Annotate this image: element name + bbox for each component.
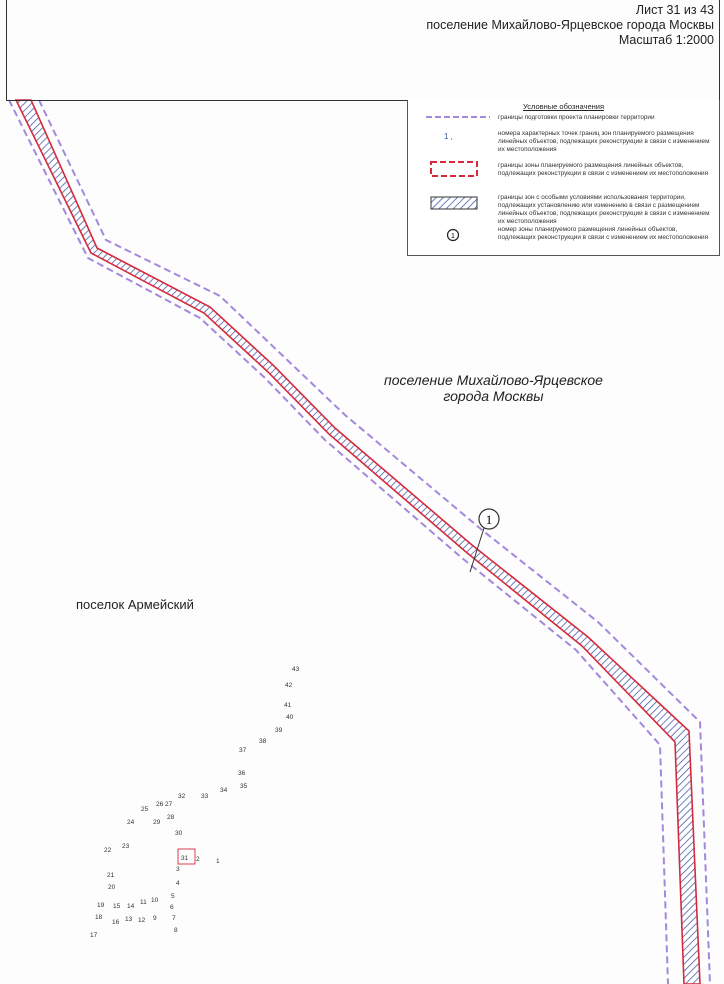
settlement-title: поселение Михайлово-Ярцевское города Москвы <box>426 18 714 32</box>
point-number-label: 43 <box>292 666 300 673</box>
point-number-label: 30 <box>175 830 183 837</box>
point-number-label: 37 <box>239 747 247 754</box>
point-number-label: 41 <box>284 702 292 709</box>
zone-number-label: 1 <box>485 512 493 527</box>
point-number-label: 6 <box>170 904 174 911</box>
point-number-label: 27 <box>165 801 173 808</box>
point-number-label: 42 <box>285 682 293 689</box>
svg-text:1: 1 <box>451 233 455 240</box>
point-number-label: 26 <box>156 801 164 808</box>
scale-label: Масштаб 1:2000 <box>618 33 714 47</box>
legend-item-text: границы зоны планируемого размещения линейных объектов, подлежащих реконструкции в связи с изменением их местоположения <box>498 162 709 177</box>
point-number-label: 29 <box>153 819 161 826</box>
legend-item-text: номер зоны планируемого размещения линейных объектов, подлежащих реконструкции в связи с изменением их местоположения <box>498 226 709 241</box>
point-number-label: 19 <box>97 902 105 909</box>
point-number-label: 9 <box>153 915 157 922</box>
point-number-label: 13 <box>125 916 133 923</box>
point-number-label: 1 <box>216 858 220 865</box>
point-number-label: 12 <box>138 917 146 924</box>
point-number-label: 10 <box>151 897 159 904</box>
point-number-label: 34 <box>220 787 228 794</box>
point-number-label: 20 <box>108 884 116 891</box>
point-number-label: 3 <box>176 866 180 873</box>
red-dashed-rectangle-icon <box>430 161 478 177</box>
point-number-label: 23 <box>122 843 130 850</box>
legend-item-text: номера характерных точек границ зон планируемого размещения линейных объектов, подлежащих реконструкции в связи с изменением их местоположения <box>498 130 710 153</box>
point-number-label: 17 <box>90 932 98 939</box>
point-number-label: 22 <box>104 847 112 854</box>
sheet-header <box>6 0 720 101</box>
point-number-marker-icon: 1 , <box>444 132 453 141</box>
point-number-label: 15 <box>113 903 121 910</box>
legend-title: Условные обозначения <box>522 102 605 111</box>
legend-item-text: границы зон с особыми условиями использования территории, подлежащих установлению или изменению в связи с размещением линейных объектов, подлежащих реконструкции в связи с изменением их местоположения <box>498 194 710 225</box>
point-number-label: 4 <box>176 880 180 887</box>
point-number-label: 40 <box>286 714 294 721</box>
settlement-map-label-line2: города Москвы <box>443 388 544 404</box>
point-number-label: 36 <box>238 770 246 777</box>
point-number-label: 24 <box>127 819 135 826</box>
point-number-label: 32 <box>178 793 186 800</box>
point-number-label: 11 <box>140 899 147 906</box>
point-number-label: 7 <box>172 915 176 922</box>
legend <box>407 100 720 256</box>
sheet-number: Лист 31 из 43 <box>635 3 714 17</box>
hatched-rectangle-icon <box>430 196 478 210</box>
point-number-label: 33 <box>201 793 209 800</box>
point-number-label: 21 <box>107 872 115 879</box>
circled-number-icon <box>446 228 460 242</box>
point-number-label: 18 <box>95 914 103 921</box>
point-number-label: 5 <box>171 893 175 900</box>
point-number-label: 38 <box>259 738 267 745</box>
village-label: поселок Армейский <box>76 597 194 612</box>
settlement-map-label <box>384 372 603 404</box>
point-number-label: 39 <box>275 727 283 734</box>
purple-dashed-line-icon <box>426 114 490 120</box>
settlement-map-label-line1: поселение Михайлово-Ярцевское <box>384 372 603 388</box>
legend-item-text: границы подготовки проекта планировки территории <box>498 114 655 121</box>
point-number-label: 16 <box>112 919 120 926</box>
point-number-label: 25 <box>141 806 149 813</box>
point-number-label: 28 <box>167 814 175 821</box>
point-number-label: 2 <box>196 856 200 863</box>
point-number-label: 31 <box>181 855 189 862</box>
point-number-label: 14 <box>127 903 135 910</box>
point-number-label: 8 <box>174 927 178 934</box>
point-number-label: 35 <box>240 783 248 790</box>
